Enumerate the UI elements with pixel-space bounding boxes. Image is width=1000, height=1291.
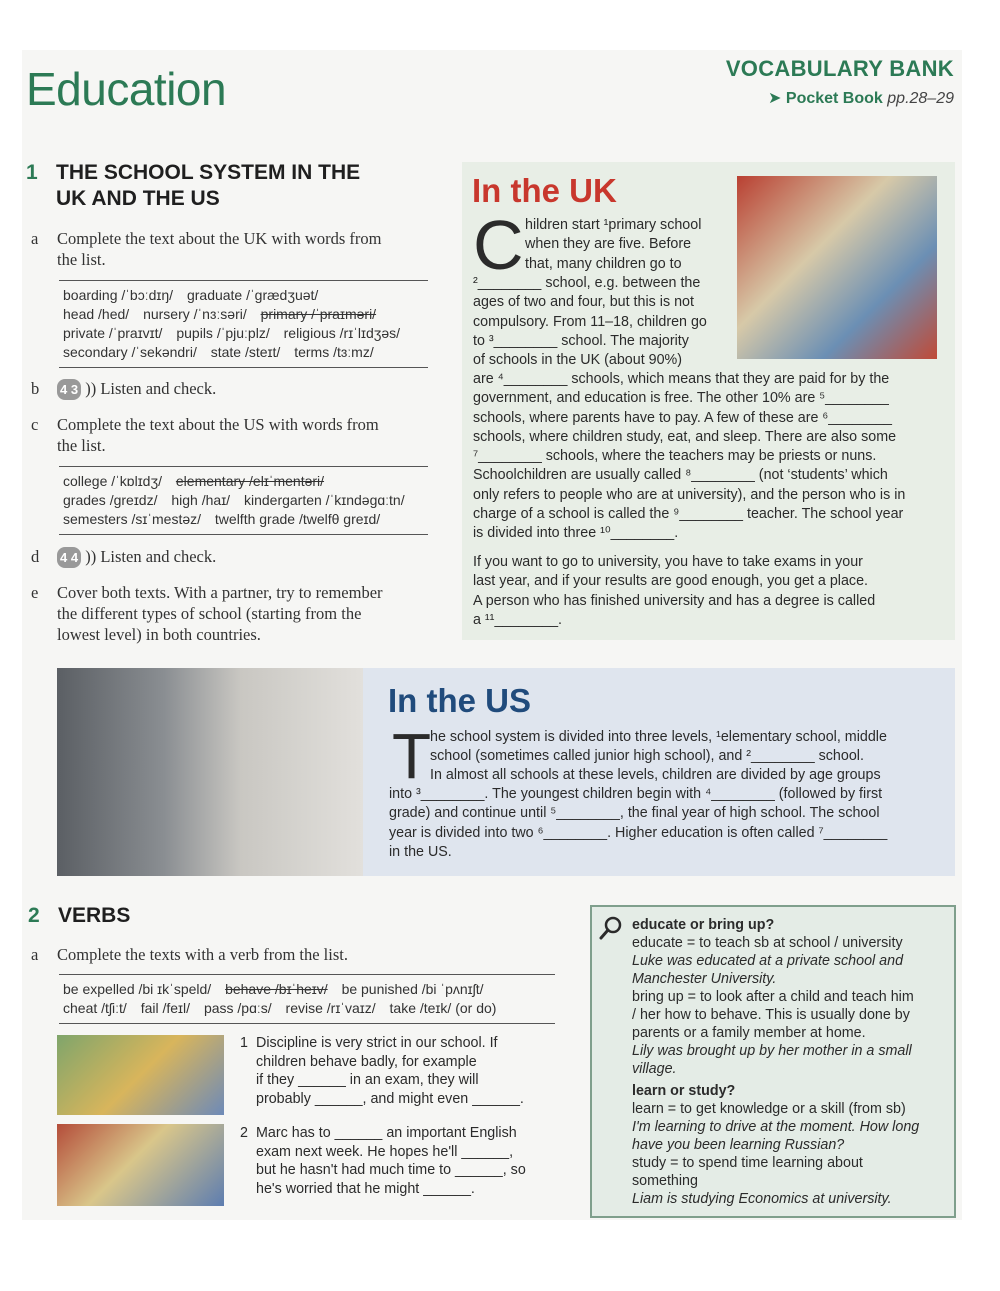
item-line: probably ______, and might even ______. [256, 1090, 524, 1107]
verb-row [63, 999, 551, 1018]
pocket-book-pages: pp.28–29 [887, 90, 954, 107]
note-line: / her how to behave. This is usually done by [632, 1007, 910, 1023]
uk-line: If you want to go to university, you have to take exams in your [473, 554, 863, 570]
exercise-1c [31, 414, 437, 456]
audio-track-badge[interactable]: 4 3 [57, 379, 81, 400]
uk-line: a ¹¹________. [473, 612, 563, 628]
exercise-letter: c [31, 415, 39, 434]
note-example: Lily was brought up by her mother in a small [632, 1043, 912, 1059]
uk-line: to ³________ school. The majority [473, 333, 689, 349]
exercise-1e-line2: the different types of school (starting from the [57, 604, 362, 623]
verb-row [63, 980, 551, 999]
exercise-1d [31, 546, 217, 568]
audio-icon: )) [85, 379, 97, 398]
exercise-1a-line2: the list. [57, 250, 106, 269]
word-item-crossed: behave /bɪˈheɪv/ [225, 981, 328, 997]
vocabulary-bank-header [726, 56, 954, 108]
uk-line: ages of two and four, but this is not [473, 294, 694, 310]
word-item: pupils /ˈpjuːplz/ [176, 325, 270, 341]
item-line: but he hasn't had much time to ______, so [256, 1162, 526, 1178]
word-item: cheat /tʃiːt/ [63, 1000, 127, 1016]
note-example: village. [632, 1061, 677, 1077]
exercise-letter: b [31, 379, 40, 398]
us-line: he school system is divided into three levels, ¹elementary school, middle [430, 729, 887, 745]
uk-line: only refers to people who are at university), and the person who is in [473, 487, 906, 503]
word-item: revise /rɪˈvaɪz/ [285, 1000, 376, 1016]
page-title: Education [26, 63, 227, 115]
uk-line: ⁷________ schools, where the teachers may be priests or nuns. [473, 448, 877, 464]
word-item: semesters /sɪˈmestəz/ [63, 511, 202, 527]
vocabulary-bank-label: VOCABULARY BANK [725, 56, 954, 81]
note-heading: learn or study? [632, 1083, 736, 1099]
us-line: grade) and continue until ⁵________, the final year of high school. The school [389, 805, 880, 821]
us-line: In almost all schools at these levels, children are divided by age groups [430, 767, 881, 783]
word-item: graduate /ˈɡrædʒuət/ [186, 287, 319, 303]
exercise-1c-line1: Complete the text about the US with words from [57, 415, 379, 434]
section1-title-line1: THE SCHOOL SYSTEM IN THE [56, 161, 361, 184]
note-line: parents or a family member at home. [632, 1025, 866, 1041]
word-item: twelfth grade /twelfθ ɡreɪd/ [214, 511, 381, 527]
exercise-1b-text: Listen and check. [100, 379, 217, 398]
word-item: college /ˈkɒlɪdʒ/ [63, 473, 162, 489]
verb-list [59, 974, 555, 1024]
us-line: into ³________. The youngest children begin with ⁴________ (followed by first [389, 786, 883, 802]
item-number: 2 [240, 1125, 248, 1141]
uk-word-row [63, 286, 424, 305]
student-studying-cartoon [57, 1124, 224, 1206]
word-item: take /teɪk/ (or do) [389, 1000, 497, 1016]
section1-title-line2: UK AND THE US [56, 187, 220, 210]
note-example: Liam is studying Economics at university. [632, 1191, 892, 1207]
note-example: Manchester University. [632, 971, 777, 987]
exercise-1c-line2: the list. [57, 436, 106, 455]
word-item: high /haɪ/ [171, 492, 231, 508]
exercise-2-item2 [240, 1124, 526, 1198]
word-item: terms /tɜːmz/ [294, 344, 374, 360]
uk-word-row [63, 305, 424, 324]
us-heading: In the US [388, 682, 532, 719]
note-line: something [632, 1173, 698, 1189]
item-line: he's worried that he might ______. [256, 1180, 475, 1197]
uk-dropcap: C [473, 206, 524, 284]
word-item: secondary /ˈsekəndri/ [63, 344, 197, 360]
word-item: be expelled /bi ɪkˈspeld/ [63, 981, 212, 997]
classroom-cartoon [57, 1035, 224, 1115]
exercise-1a-line1: Complete the text about the UK with words from [57, 229, 382, 248]
item-line: Discipline is very strict in our school. If [256, 1035, 498, 1051]
exercise-1b [31, 378, 217, 400]
us-word-row [63, 472, 424, 491]
uk-heading: In the UK [472, 172, 617, 209]
item-line: if they ______ in an exam, they will [256, 1072, 479, 1088]
us-dropcap: T [392, 720, 432, 792]
uk-word-list [59, 280, 428, 368]
exercise-1d-text: Listen and check. [100, 547, 217, 566]
uk-line: last year, and if your results are good enough, you get a place. [473, 573, 869, 589]
uk-line: compulsory. From 11–18, children go [473, 314, 707, 330]
arrow-icon: ➤ [768, 90, 782, 107]
section1-number: 1 [26, 161, 38, 184]
uk-word-row [63, 343, 424, 362]
us-line: school (sometimes called junior high school), and ²________ school. [430, 748, 864, 764]
item-number: 1 [240, 1035, 248, 1051]
item-line: exam next week. He hopes he'll ______, [256, 1143, 514, 1160]
uk-line: when they are five. Before [525, 236, 692, 252]
exercise-letter: a [31, 229, 39, 248]
note-line: study = to spend time learning about [632, 1155, 863, 1171]
note-line: bring up = to look after a child and teach him [632, 989, 914, 1005]
uk-line: hildren start ¹primary school [525, 217, 702, 233]
uk-line: of schools in the UK (about 90%) [473, 352, 683, 368]
exercise-letter: d [31, 547, 40, 566]
uk-line: schools, where parents have to pay. A few of these are ⁶________ [473, 410, 892, 426]
word-item-crossed: primary /ˈpraɪməri/ [260, 306, 377, 322]
student-reading-photo [57, 668, 363, 876]
us-line: in the US. [389, 844, 452, 860]
pocket-book-label: Pocket Book [785, 90, 883, 107]
section2-title-text: VERBS [58, 904, 131, 927]
word-item: grades /ɡreɪdz/ [63, 492, 158, 508]
exercise-2-item1 [240, 1034, 524, 1108]
word-item: pass /pɑːs/ [203, 1000, 272, 1016]
uk-line: A person who has finished university and has a degree is called [473, 593, 876, 609]
uk-line: ²________ school, e.g. between the [473, 275, 701, 291]
uk-line: government, and education is free. The other 10% are ⁵________ [473, 390, 889, 406]
section2-title [28, 903, 131, 929]
note-line: learn = to get knowledge or a skill (from sb) [632, 1101, 906, 1117]
pocket-book-ref [726, 88, 954, 108]
exercise-1e-line1: Cover both texts. With a partner, try to remember [57, 583, 383, 602]
word-item: kindergarten /ˈkɪndəɡɑːtn/ [243, 492, 405, 508]
item-line: children behave badly, for example [256, 1053, 477, 1070]
note-line: educate = to teach sb at school / university [632, 935, 903, 951]
exercise-letter: e [31, 583, 39, 602]
note-example: Luke was educated at a private school and [632, 953, 904, 969]
us-word-list [59, 466, 428, 535]
note-heading: educate or bring up? [632, 917, 775, 933]
us-word-row [63, 491, 424, 510]
uk-word-row [63, 324, 424, 343]
exercise-1a [31, 228, 437, 270]
word-item: boarding /ˈbɔːdɪŋ/ [63, 287, 174, 303]
classroom-photo [737, 176, 937, 359]
word-note-box [590, 905, 956, 1218]
exercise-2a-text: Complete the texts with a verb from the list. [57, 945, 348, 964]
us-word-row [63, 510, 424, 529]
word-item: state /steɪt/ [210, 344, 281, 360]
word-item: fail /feɪl/ [140, 1000, 191, 1016]
uk-line: that, many children go to [525, 256, 682, 272]
word-item: head /hed/ [63, 306, 130, 322]
exercise-1e [31, 582, 437, 645]
word-item: religious /rɪˈlɪdʒəs/ [283, 325, 401, 341]
exercise-1e-line3: lowest level) in both countries. [57, 625, 261, 644]
word-item: be punished /bi ˈpʌnɪʃt/ [341, 981, 484, 997]
uk-line: Schoolchildren are usually called ⁸________ (not ‘students’ which [473, 467, 888, 483]
exercise-2a [31, 944, 348, 965]
uk-line: charge of a school is called the ⁹________ teacher. The school year [473, 506, 904, 522]
uk-line: are ⁴________ schools, which means that they are paid for by the [473, 371, 890, 387]
word-item: nursery /ˈnɜːsəri/ [143, 306, 247, 322]
item-line: Marc has to ______ an important English [256, 1125, 517, 1141]
uk-line: schools, where children study, eat, and sleep. There are also some [473, 429, 897, 445]
audio-track-badge[interactable]: 4 4 [57, 547, 81, 568]
word-item: private /ˈpraɪvɪt/ [63, 325, 163, 341]
word-item-crossed: elementary /elɪˈmentəri/ [175, 473, 325, 489]
audio-icon: )) [85, 547, 97, 566]
magnifier-icon [598, 915, 624, 941]
note-example: I'm learning to drive at the moment. How long [632, 1119, 920, 1135]
us-line: year is divided into two ⁶________. Higher education is often called ⁷________ [389, 825, 888, 841]
note-example: have you been learning Russian? [632, 1137, 845, 1153]
uk-line: is divided into three ¹⁰________. [473, 525, 679, 541]
section1-title [26, 160, 361, 212]
exercise-letter: a [31, 945, 39, 964]
section2-number: 2 [28, 904, 40, 927]
